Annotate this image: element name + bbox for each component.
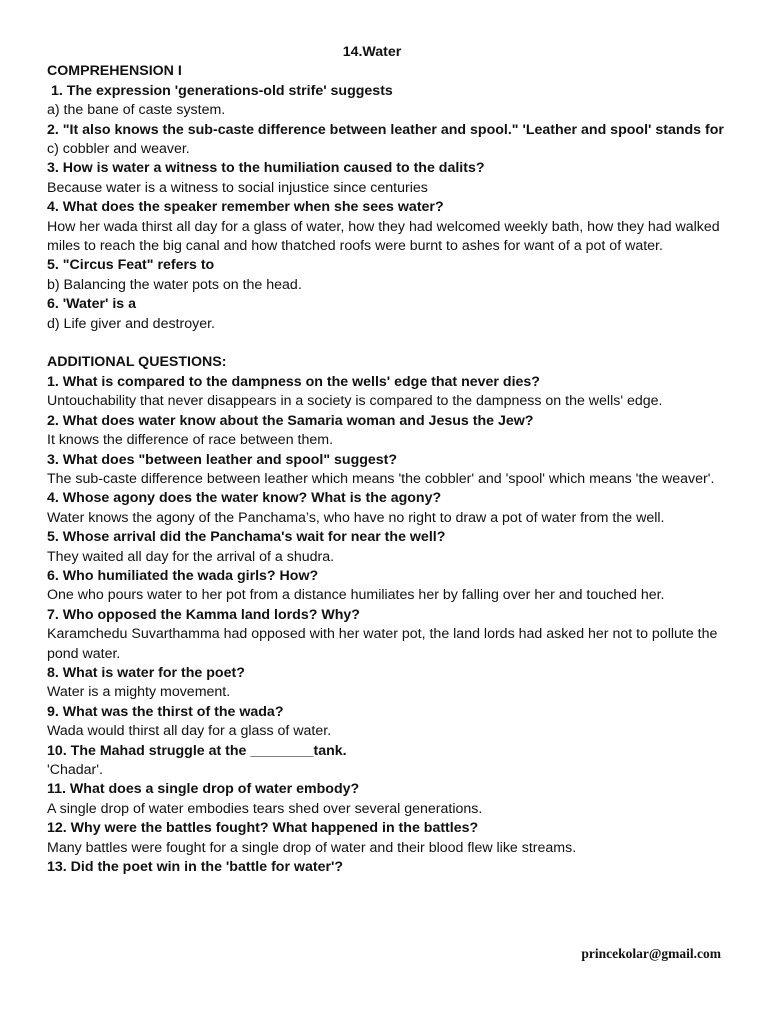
question: 7. Who opposed the Kamma land lords? Why?: [47, 606, 360, 623]
question: 10. The Mahad struggle at the ________tank.: [47, 742, 347, 759]
question: 1. The expression 'generations-old strife' suggests: [51, 82, 393, 99]
answer: 'Chadar'.: [47, 762, 103, 779]
footer-email: princekolar@gmail.com: [581, 946, 721, 961]
answer: Untouchability that never disappears in a society is compared to the dampness on the wells' edge.: [47, 393, 663, 410]
comprehension-item: [47, 121, 727, 160]
comprehension-item: [47, 256, 727, 295]
additional-item: [47, 567, 727, 606]
question: 2. What does water know about the Samaria woman and Jesus the Jew?: [47, 412, 534, 429]
question: 2. "It also knows the sub-caste difference between leather and spool." 'Leather and spool' stands for: [47, 121, 724, 138]
answer: Because water is a witness to social injustice since centuries: [47, 179, 428, 196]
question: 12. Why were the battles fought? What happened in the battles?: [47, 820, 479, 837]
additional-item: [47, 858, 727, 877]
additional-item: [47, 703, 727, 742]
answer: Water is a mighty movement.: [47, 684, 231, 701]
section-heading-comprehension: COMPREHENSION I: [47, 63, 182, 80]
answer: a) the bane of caste system.: [47, 102, 226, 119]
answer: c) cobbler and weaver.: [47, 141, 190, 158]
section-heading-additional: ADDITIONAL QUESTIONS:: [47, 354, 227, 371]
answer: Water knows the agony of the Panchama’s, who have no right to draw a pot of water from the well.: [47, 509, 665, 526]
additional-item: [47, 528, 727, 567]
question: 6. Who humiliated the wada girls? How?: [47, 567, 319, 584]
question: 6. 'Water' is a: [47, 296, 137, 313]
additional-item: [47, 819, 727, 858]
question: 11. What does a single drop of water embody?: [47, 781, 360, 798]
question: 4. What does the speaker remember when she sees water?: [47, 199, 444, 216]
comprehension-item: [47, 198, 727, 256]
answer: Many battles were fought for a single drop of water and their blood flew like streams.: [47, 839, 577, 856]
answer: Wada would thirst all day for a glass of water.: [47, 723, 332, 740]
question: 1. What is compared to the dampness on the wells' edge that never dies?: [47, 373, 540, 390]
section-spacer: [47, 334, 727, 353]
document-body: [47, 43, 727, 877]
question: 9. What was the thirst of the wada?: [47, 703, 284, 720]
question: 3. How is water a witness to the humiliation caused to the dalits?: [47, 160, 485, 177]
additional-item: [47, 780, 727, 819]
additional-item: [47, 606, 727, 664]
page-title: 14.Water: [342, 44, 402, 60]
additional-item: [47, 742, 727, 781]
question: 5. "Circus Feat" refers to: [47, 257, 215, 274]
comprehension-item: [47, 295, 727, 334]
answer: Karamchedu Suvarthamma had opposed with her water pot, the land lords had asked her not to pollute the pond water.: [47, 626, 718, 662]
answer: It knows the difference of race between them.: [47, 432, 334, 449]
question: 8. What is water for the poet?: [47, 664, 245, 681]
answer: They waited all day for the arrival of a shudra.: [47, 548, 335, 565]
question: 5. Whose arrival did the Panchama's wait for near the well?: [47, 529, 446, 546]
additional-item: [47, 373, 727, 412]
question: 4. Whose agony does the water know? What is the agony?: [47, 490, 442, 507]
answer: The sub-caste difference between leather which means 'the cobbler' and 'spool' which means 'the weaver'.: [47, 470, 715, 487]
answer: How her wada thirst all day for a glass of water, how they had welcomed weekly bath, how they had walked miles to reach the big canal and how thatched roofs were burnt to ashes for want of a pot of water.: [47, 218, 720, 255]
answer: One who pours water to her pot from a distance humiliates her by falling over her and touched her.: [47, 587, 665, 604]
additional-item: [47, 489, 727, 528]
additional-item: [47, 451, 727, 490]
comprehension-item: [47, 82, 727, 121]
answer: b) Balancing the water pots on the head.: [47, 276, 302, 293]
question: 3. What does "between leather and spool" suggest?: [47, 451, 398, 468]
additional-item: [47, 664, 727, 703]
answer: d) Life giver and destroyer.: [47, 315, 215, 332]
comprehension-item: [47, 159, 727, 198]
question: 13. Did the poet win in the 'battle for water'?: [47, 859, 344, 876]
additional-item: [47, 412, 727, 451]
answer: A single drop of water embodies tears shed over several generations.: [47, 800, 483, 817]
